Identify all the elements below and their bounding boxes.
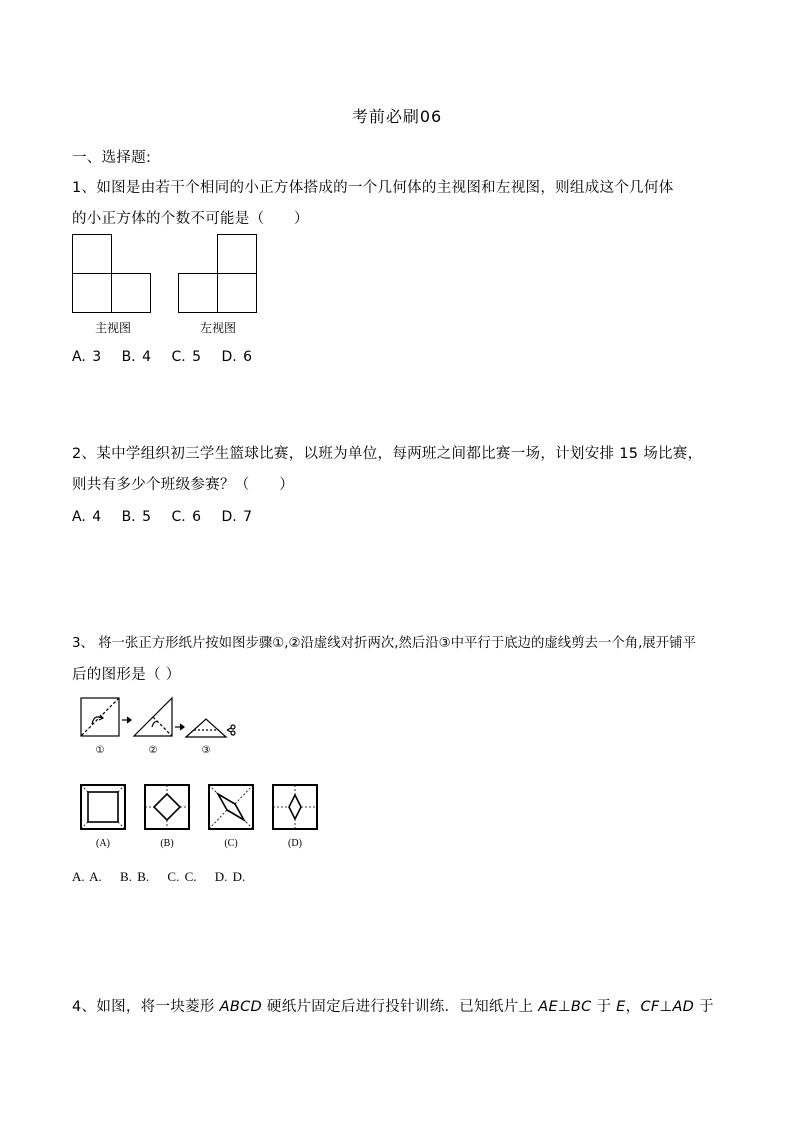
perp-symbol: ⊥ bbox=[557, 999, 571, 1015]
option-d-figure bbox=[273, 785, 317, 829]
option-c-label: (C) bbox=[224, 838, 238, 849]
option-a-label: (A) bbox=[96, 838, 110, 849]
option-d-label: (D) bbox=[288, 838, 302, 849]
left-view-figure bbox=[179, 235, 257, 313]
q4-text-part2: 硬纸片固定后进行投针训练．已知纸片上 bbox=[262, 999, 539, 1015]
q4-var-bc: BC bbox=[570, 999, 592, 1015]
q1-text-line2: 的小正方体的个数不可能是（ ） bbox=[72, 211, 309, 227]
q3-answer-figures bbox=[78, 782, 323, 834]
q4-text-part7: 于 bbox=[694, 999, 714, 1015]
q2-text-line2: 则共有多少个班级参赛？（ ） bbox=[72, 477, 294, 493]
front-view-label: 主视图 bbox=[94, 321, 131, 335]
q4-text-part5: ， bbox=[625, 999, 641, 1015]
section-heading: 一、选择题: bbox=[72, 150, 152, 166]
option-a-figure bbox=[81, 785, 125, 829]
q4-var-cf: CF bbox=[640, 999, 660, 1015]
option-c-figure bbox=[209, 785, 253, 829]
q2-options: A. 4 B. 5 C. 6 D. 7 bbox=[72, 509, 253, 525]
q3-text-line2: 后的图形是（ ） bbox=[72, 667, 181, 683]
step2-label: ② bbox=[148, 745, 158, 756]
option-b-figure bbox=[145, 785, 189, 829]
q3-folding-steps-figure bbox=[78, 694, 243, 744]
q1-views-figure bbox=[70, 232, 270, 316]
q1-text-line1: 1、如图是由若干个相同的小正方体搭成的一个几何体的主视图和左视图，则组成这个几何体 bbox=[72, 180, 674, 196]
q3-options: A. A. B. B. C. C. D. D. bbox=[72, 869, 246, 884]
q4-var-ae: AE bbox=[538, 999, 558, 1015]
q4-var-abcd: ABCD bbox=[219, 999, 262, 1015]
step1-label: ① bbox=[95, 745, 105, 756]
q3-text-line1: 3、 将一张正方形纸片按如图步骤①,②沿虚线对折两次,然后沿③中平行于底边的虚线剪去一个角,展开铺平 bbox=[72, 636, 696, 651]
left-view-label: 左视图 bbox=[199, 321, 236, 335]
q4-var-ad: AD bbox=[672, 999, 695, 1015]
q1-options: A. 3 B. 4 C. 5 D. 6 bbox=[72, 349, 253, 365]
q4-text-part1: 4、如图，将一块菱形 bbox=[72, 999, 220, 1015]
option-b-label: (B) bbox=[160, 838, 174, 849]
step3-label: ③ bbox=[201, 745, 211, 756]
front-view-figure bbox=[73, 235, 151, 313]
q4-text-part4: 于 bbox=[591, 999, 617, 1015]
q2-text-line1: 2、某中学组织初三学生篮球比赛，以班为单位，每两班之间都比赛一场，计划安排 15 场比赛， bbox=[72, 446, 703, 462]
q4-var-e: E bbox=[616, 999, 626, 1015]
q4-text-line1 bbox=[72, 995, 714, 1016]
perp-symbol-2: ⊥ bbox=[659, 999, 673, 1015]
page-title: 考前必刷06 bbox=[351, 107, 443, 126]
